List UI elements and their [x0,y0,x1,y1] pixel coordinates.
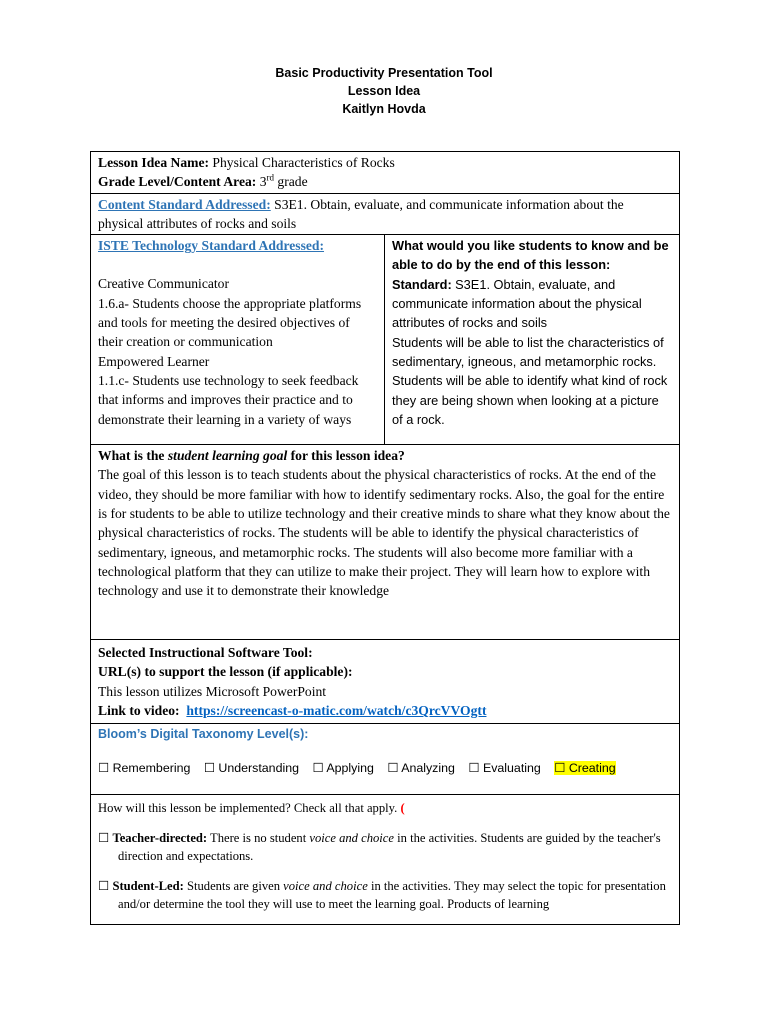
student-led-label: Student-Led: [112,879,184,894]
teacher-directed-label: Teacher-directed: [112,831,208,846]
goal-body: The goal of this lesson is to teach students about the physical characteristics of rocks. At the end of the video, they should be more familiar with how to identify sedimentary rocks. Also, the goal for the entire is for students to be able to utilize technology and their creative minds to share what they know about the physical characteristics of rocks. The students will be able to identify the physical characteristics of sedimentary, igneous, and metamorphic rocks. The students will also become more familiar with a technological platform that they can utilize to make their project. They will learn how to explore with technology and use it to demonstrate their knowledge [98,467,670,599]
bloom-item-applying[interactable]: ☐ Applying [312,760,374,775]
row-standards [91,235,680,445]
checkbox-icon: ☐ [387,760,399,775]
student-led-option[interactable]: ☐ Student-Led: Students are given voice and choice in the activities. They may select the topic for presentation and/or determine the tool they will use to meet the learning goal. Products of learning [98,879,666,912]
grade-label: Grade Level/Content Area: [98,174,257,190]
bloom-item-remembering[interactable]: ☐ Remembering [98,760,191,775]
iste-label: ISTE Technology Standard Addressed: [98,238,325,254]
bloom-label: Bloom’s Digital Taxonomy Level(s): [98,727,309,742]
know-standard-value: S3E1. Obtain, evaluate, and communicate information about the physical attributes of rocks and soils [392,276,642,331]
bloom-item-evaluating[interactable]: ☐ Evaluating [468,760,541,775]
implement-question: How will this lesson be implemented? Check all that apply. [98,801,398,816]
goal-question-pre: What is the [98,448,168,464]
iste-line4: 1.1.c- Students use technology to seek feedback that informs and improves their practice and to demonstrate their learning in a variety of ways [98,372,359,427]
video-link[interactable]: https://screencast-o-matic.com/watch/c3QrcVVOgtt [186,703,487,719]
grade-num: 3 [259,174,267,190]
checkbox-icon: ☐ [312,760,324,775]
know-question: What would you like students to know and be able to do by the end of this lesson: [392,238,669,273]
grade-rest: grade [277,174,308,190]
content-standard-value: S3E1. Obtain, evaluate, and communicate information about the physical attributes of rocks and soils [98,196,624,231]
know-cell [385,235,680,445]
bloom-item-creating[interactable]: ☐ Creating [554,760,616,775]
checkbox-icon: ☐ [98,879,110,894]
document-header [0,64,768,118]
goal-question-post: for this lesson idea? [287,448,405,464]
video-label: Link to video: [98,703,180,719]
row-bloom [91,724,680,795]
bloom-item-understanding[interactable]: ☐ Understanding [203,760,299,775]
bloom-item-analyzing[interactable]: ☐ Analyzing [387,760,455,775]
checkbox-icon: ☐ [554,760,566,775]
row-implementation [91,795,680,925]
lesson-table [90,151,680,925]
checkbox-icon: ☐ [98,831,110,846]
row-software [91,640,680,724]
header-subtitle: Lesson Idea [347,84,421,98]
grade-sup: rd [266,172,275,183]
row-lesson-name [91,152,680,194]
checkbox-icon: ☐ [98,760,110,775]
bloom-checkbox-row [98,759,672,778]
header-title: Basic Productivity Presentation Tool [275,66,493,80]
know-body: Students will be able to list the characteristics of sedimentary, igneous, and metamorphic rocks. Students will be able to identify what kind of rock they are being shown when looking at a picture of a rock. [392,334,668,427]
row-learning-goal [91,445,680,640]
iste-line1: Creative Communicator [98,276,229,292]
checkbox-icon: ☐ [203,760,215,775]
iste-cell [91,235,385,445]
checkbox-icon: ☐ [468,760,480,775]
row-content-standard [91,193,680,235]
software-label: Selected Instructional Software Tool: [98,645,313,661]
lesson-name-value: Physical Characteristics of Rocks [212,155,395,170]
iste-line2: 1.6.a- Students choose the appropriate platforms and tools for meeting the desired objectives of their creation or communication [98,295,362,350]
iste-line3: Empowered Learner [98,353,210,369]
goal-question-em: student learning goal [167,448,288,464]
lesson-name-label: Lesson Idea Name: [98,155,210,170]
url-label: URL(s) to support the lesson (if applicable): [98,664,353,680]
teacher-directed-option[interactable]: ☐ Teacher-directed: There is no student voice and choice in the activities. Students are guided by the teacher's direction and expectations. [98,831,661,864]
software-utilizes: This lesson utilizes Microsoft PowerPoint [98,683,327,699]
know-standard-label: Standard: [392,276,452,292]
header-author: Kaitlyn Hovda [342,102,426,116]
implement-paren: ( [400,801,405,816]
content-standard-label: Content Standard Addressed: [98,196,271,212]
